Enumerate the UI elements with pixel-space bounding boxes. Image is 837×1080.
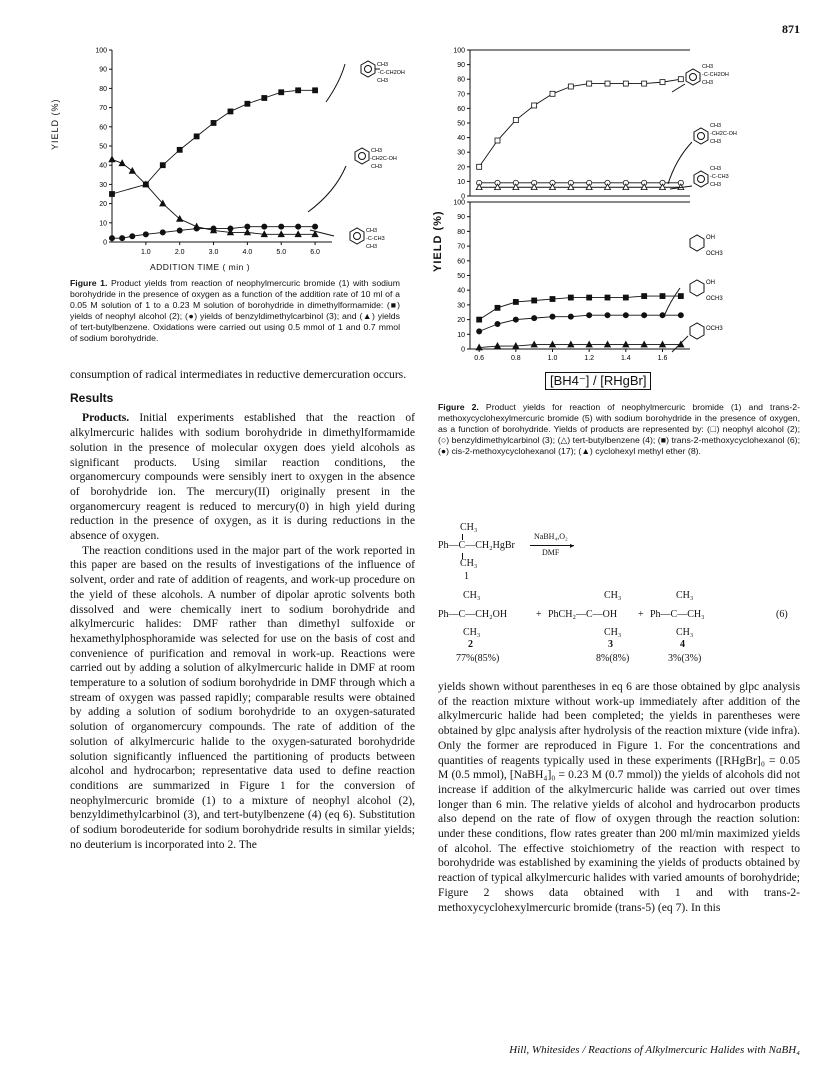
right-paragraph: yields shown without parentheses in eq 6 are those obtained by glpc analysis of the reaction mixture without work-up immediately after addition of the alkylmercuric halide had been completed; the yields in parentheses were obtained by glpc analysis after hydrolysis of the reaction mixture (vide infra). Only the former are reproduced in Figure 1. For the concentrations and quantities of reagents typically used in these experiments ([RHgBr]₀ = 0.05 M (0.5 mmol), [NaBH₄]₀ = 0.23 M (0.7 mmol)) the yields of alcohols did not increase if addition of the alkylmercuric halide was carried out over times longer than 6 min. The relative yields of alcohol and hydrocarbon products also depend on the rate of flow of oxygen through the reaction solution: under these conditions, flow rates greater than 200 ml/min maximized yields of alcohol. The effective stoichiometry of the reaction with respect to borohydride was established by examining the yields of products obtained by reaction of typical alkylmercuric halides with varied amounts of borohydride; Figure 2 shows data obtained with 1 and with trans-2-methoxycyclohexylmercuric bromide (trans-5) (eq 7). In this [438,680,800,914]
svg-text:-CH2C-OH: -CH2C-OH [710,131,737,137]
svg-text:OCH3: OCH3 [706,326,723,332]
data-point [495,321,500,326]
data-point [550,297,555,302]
p3-ch3-bot: CH₃ [604,627,622,638]
svg-text:-C-CH2OH: -C-CH2OH [378,70,405,76]
series-curve [112,90,315,194]
y-tick-label: 70 [457,243,465,251]
svg-text:CH3: CH3 [702,64,714,70]
y-tick-label: 40 [457,287,465,295]
yield-3: 8%(8%) [596,653,630,664]
y-tick-label: 50 [457,120,465,128]
x-tick-label: 1.4 [620,355,631,362]
products-paragraph [70,411,415,543]
svg-text:-CH2C-OH: -CH2C-OH [370,156,397,162]
equation-6: CH₃ Ph—C—CH₂HgBr CH₃ 1 NaBH₄,O₂ ▸ DMF CH₃ Ph—C—CH₂OH + CH₃ 2 77%(85%) CH₃ PhCH₂—C—OH + CH₃ 3 8%(8%) CH₃ Ph—C—CH₃ CH₃ 4 3%(3%) (6) [438,522,788,664]
data-point [587,81,592,86]
product-3-number: 3 [608,639,613,650]
y-tick-label: 30 [457,302,465,310]
svg-text:CH3: CH3 [710,139,722,145]
y-tick-label: 90 [99,66,107,74]
y-tick-label: 80 [99,85,107,93]
series-curve [112,159,315,234]
p2-ch3-top: CH₃ [463,590,481,601]
data-point [568,84,573,89]
data-point [211,120,216,125]
data-point [296,88,301,93]
svg-text:CH3: CH3 [710,182,722,188]
data-point [587,295,592,300]
product-4-number: 4 [680,639,685,650]
data-point [160,163,165,168]
data-point [532,103,537,108]
y-tick-label: 40 [99,162,107,170]
data-point [605,81,610,86]
data-point [279,90,284,95]
data-point [312,224,317,229]
reactant-number: 1 [464,571,469,582]
data-point [228,109,233,114]
data-point [678,77,683,82]
yield-2: 77%(85%) [456,653,500,664]
data-point [660,313,665,318]
benzyldimethylcarbinol-structure [308,148,369,212]
svg-text:-C-CH3: -C-CH3 [366,236,385,242]
data-point [495,138,500,143]
data-point [605,313,610,318]
y-tick-label: 80 [457,76,465,84]
data-point [568,314,573,319]
svg-text:-C-CH2OH: -C-CH2OH [702,72,729,78]
product-2: Ph—C—CH₂OH [438,609,508,620]
data-point [660,80,665,85]
svg-text:OCH3: OCH3 [706,296,723,302]
data-point [642,313,647,318]
y-tick-label: 60 [99,124,107,132]
data-point [513,317,518,322]
svg-text:CH3: CH3 [710,123,722,129]
svg-text:OH: OH [706,235,715,241]
x-tick-label: 5.0 [276,249,287,256]
x-tick-label: 1.6 [657,355,668,362]
x-tick-label: 0.8 [510,355,521,362]
data-point [568,295,573,300]
svg-text:CH3: CH3 [702,80,714,86]
svg-text:CH3: CH3 [710,166,722,172]
r-ch3-top: CH₃ [460,522,478,533]
y-tick-label: 20 [457,317,465,325]
right-column [438,680,800,915]
product-4: Ph—C—CH₃ [650,609,705,620]
section-heading: Results [70,390,114,405]
svg-text:CH3: CH3 [366,228,378,234]
reactant: Ph—C—CH₂HgBr [438,540,515,551]
data-point [129,168,135,174]
data-point [109,156,115,162]
figure-1-caption [70,278,400,344]
y-tick-label: 90 [457,62,465,70]
figure-2-structures [665,69,708,352]
figure-2-xlabel: [BH4⁻] / [RHgBr] [545,372,651,390]
data-point [194,223,200,229]
x-tick-label: 1.0 [547,355,558,362]
y-tick-label: 50 [99,143,107,151]
data-point [177,228,182,233]
y-tick-label: 10 [457,178,465,186]
x-tick-label: 0.6 [474,355,485,362]
data-point [532,316,537,321]
y-tick-label: 30 [99,181,107,189]
p4-ch3-top: CH₃ [676,590,694,601]
y-tick-label: 100 [453,47,465,55]
x-tick-label: 1.0 [140,249,151,256]
data-point [477,329,482,334]
figure-1-ylabel: YIELD (%) [50,98,60,150]
data-point [513,118,518,123]
y-tick-label: 0 [461,346,465,354]
equation-number: (6) [776,609,788,620]
data-point [605,295,610,300]
data-point [623,313,628,318]
x-tick-label: 6.0 [310,249,320,256]
data-point [495,305,500,310]
page-number: 871 [782,22,800,36]
x-tick-label: 4.0 [242,249,253,256]
svg-text:CH3: CH3 [377,78,389,84]
figure-1-xlabel: ADDITION TIME ( min ) [150,262,251,272]
svg-text:-C-CH3: -C-CH3 [710,174,729,180]
data-point [623,295,628,300]
reagents: NaBH₄,O₂ [534,532,568,541]
y-tick-label: 30 [457,149,465,157]
data-point [109,236,114,241]
data-point [550,91,555,96]
run-in-heading: Products. [82,411,130,425]
series-curve [479,315,681,331]
running-footer: Hill, Whitesides / Reactions of Alkylmercuric Halides with NaBH₄ [509,1044,800,1056]
data-point [477,317,482,322]
data-point [678,294,683,299]
data-point [262,224,267,229]
svg-text:OH: OH [706,280,715,286]
series-curve [479,79,681,167]
figure-2-caption [438,402,800,457]
y-tick-label: 40 [457,135,465,143]
y-tick-label: 100 [95,47,107,55]
product-3: PhCH₂—C—OH [548,609,618,620]
data-point [513,299,518,304]
product-2-number: 2 [468,639,473,650]
data-point [110,192,115,197]
figure-2-caption-label: Figure 2. [438,402,479,412]
solvent: DMF [542,548,560,557]
figure-1-caption-label: Figure 1. [70,278,108,288]
data-point [262,96,267,101]
figure-2-chart [440,44,770,394]
data-point [477,164,482,169]
x-tick-label: 3.0 [208,249,219,256]
data-point [532,298,537,303]
data-point [642,81,647,86]
y-tick-label: 10 [99,220,107,228]
conditions-paragraph: The reaction conditions used in the major part of the work reported in this paper are based on the results of investigations of the influence of solvent, order and rate of addition of reagents, and work-up procedure on the yield of these alcohols. A number of dipolar aprotic solvents both dissolved and were chemically inert to sodium borohydride and alkylmercuric halides: DMF rather than dimethyl sulfoxide or hexamethylphosphoramide was selected for use on the basis of cost and convenience of purification and removal in work-up. Reactions were carried out by adding a solution of alkylmercuric halide in DMF at room temperature to a solution of sodium borohydride in DMF through which a stream of oxygen was passed rapidly; comparable results were obtained by adding a solution of sodium borohydride to an oxygen-saturated solution of organomercury compounds. The rate of addition of the solution of alkylmercuric halide to the oxygen-saturated borohydride solution significantly influenced the partitioning of products between alcohol and hydrocarbon; representative data used to define reaction conditions are summarized in Figure 1 for the conversion of neophylmercuric bromide (1) to a mixture of neophyl alcohol (2), benzyldimethylcarbinol (3), and tert-butylbenzene (4) (eq 6). Substitution of sodium borodeuteride for sodium borohydride results in similar yields; no deuterium is incorporated into 2. The [70,543,415,851]
data-point [296,224,301,229]
data-point [642,294,647,299]
products-paragraph-text: Initial experiments established that the reaction of alkylmercuric halides with sodium borohydride in dimethylformamide solution in the presence of molecular oxygen does yield alcohols as significant products. Using similar reaction conditions, the organomercury compounds were sensibly inert to oxygen in the absence of borohydride ion. The mercury(II) originally present in the organomercury reagent is reduced to mercury(0) in high yield during reduction in the presence of oxygen, as it is during reductions in the absence of oxygen. [70,411,415,543]
y-tick-label: 80 [457,228,465,236]
y-tick-label: 70 [99,105,107,113]
y-tick-label: 20 [99,201,107,209]
data-point [587,313,592,318]
y-tick-label: 60 [457,105,465,113]
y-tick-label: 50 [457,273,465,280]
y-tick-label: 0 [461,193,465,201]
y-tick-label: 0 [103,239,107,247]
y-tick-label: 20 [457,164,465,172]
intro-paragraph: consumption of radical intermediates in reductive demercuration occurs. [70,368,407,381]
left-column [70,368,415,853]
x-tick-label: 1.2 [584,355,595,362]
data-point [678,313,683,318]
data-point [177,147,182,152]
figure-2-caption-text: Product yields for reaction of neophylmercuric bromide (1) and trans-2-methoxycyclohexylmercuric bromide (5) with sodium borohydride in the presence of oxygen, as a function of borohydride. Yields of products are represented by: (□) neophyl alcohol (2); (○) benzyldimethylcarbinol (3); (△) tert-butylbenzene (4); (■) trans-2-methoxycyclohexanol (6); (●) cis-2-methoxycyclohexanol (17); (▲) cyclohexyl methyl ether (8). [438,402,800,456]
data-point [550,314,555,319]
data-point [623,81,628,86]
p3-ch3-top: CH₃ [604,590,622,601]
y-tick-label: 60 [457,258,465,266]
data-point [130,234,135,239]
y-tick-label: 100 [453,199,465,207]
data-point [279,224,284,229]
svg-text:OCH3: OCH3 [706,251,723,257]
y-tick-label: 90 [457,214,465,222]
svg-text:CH3: CH3 [377,62,389,68]
y-tick-label: 70 [457,91,465,99]
data-point [120,236,125,241]
p4-ch3-bot: CH₃ [676,627,694,638]
figure-1-caption-text: Product yields from reaction of neophylmercuric bromide (1) with sodium borohydride in the presence of oxygen as a function of the addition rate of 10 ml of a 0.05 M solution of 1 to a 0.23 M solution of borohydride in dimethylformamide: (■) yields of neophyl alcohol (2); (●) yields of benzyldimethylcarbinol (3); and (▲) yields of tert-butylbenzene. Oxidations were carried out using 0.5 mmol of 1 and 0.7 mmol of sodium borohydride. [70,278,400,343]
figure-1-chart [70,42,405,274]
data-point [194,134,199,139]
data-point [143,232,148,237]
data-point [245,101,250,106]
p2-ch3-bot: CH₃ [463,627,481,638]
neophyl-alcohol-structure [326,61,380,102]
series-curve [479,345,681,348]
svg-text:CH3: CH3 [366,244,378,250]
yield-4: 3%(3%) [668,653,702,664]
y-tick-label: 10 [457,331,465,339]
svg-text:CH3: CH3 [371,164,383,170]
svg-text:CH3: CH3 [371,148,383,154]
data-point [660,294,665,299]
r-ch3-bot: CH₃ [460,558,478,569]
data-point [160,230,165,235]
figure-2-ylabel: YIELD (%) [432,210,444,272]
x-tick-label: 2.0 [174,249,185,256]
data-point [313,88,318,93]
